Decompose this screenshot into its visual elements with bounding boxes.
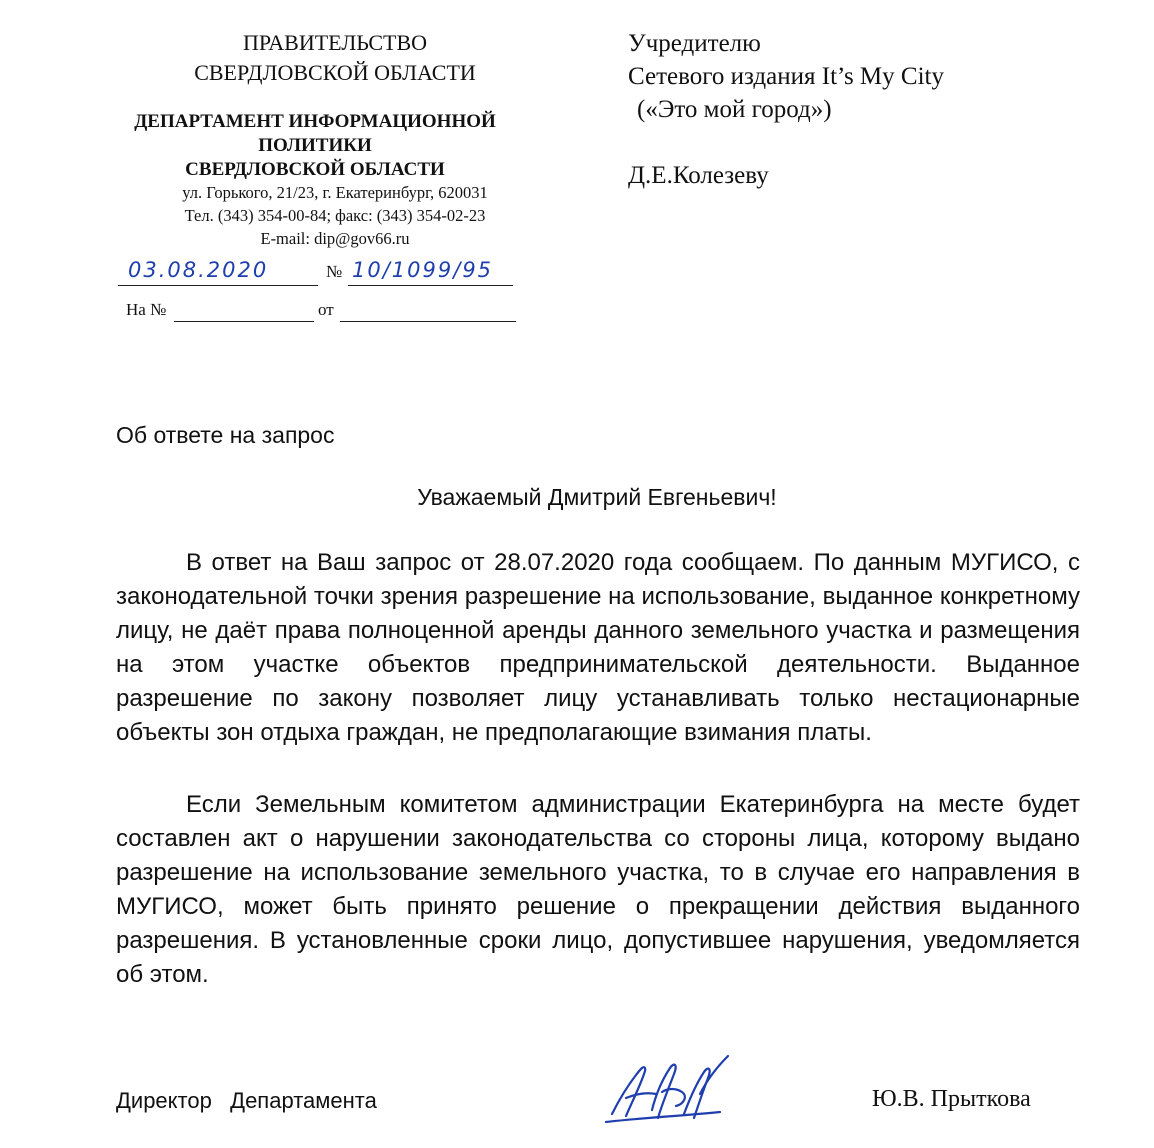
signatory-name: Ю.В. Прыткова: [872, 1086, 1031, 1112]
reference-date-label: от: [318, 300, 334, 319]
department-name-line2: ПОЛИТИКИ: [258, 135, 372, 156]
government-name-line1: ПРАВИТЕЛЬСТВО: [242, 30, 428, 55]
date-underline: [118, 285, 318, 286]
addressee-line1: Учредителю: [628, 30, 761, 57]
body-paragraph-2: Если Земельным комитетом администрации Екатеринбурга на месте будет составлен акт о нарушении законодательства со стороны лица, которому выдано разрешение на использование земельного участка, то в случае его направления в МУГИСО, может быть принято решение о прекращении действия выданного разрешения. В установленные сроки лицо, допустившее нарушения, уведомляется об этом.: [116, 791, 1080, 988]
addressee-line3: («Это мой город»): [637, 96, 832, 123]
addressee-line2: Сетевого издания It’s My City: [628, 63, 944, 90]
body-paragraph-1: В ответ на Ваш запрос от 28.07.2020 года сообщаем. По данным МУГИСО, с законодательной точки зрения разрешение на использование, выданное конкретному лицу, не даёт права полноценной аренды данного земельного участка и размещения на этом участке объектов предпринимательской деятельности. Выданное разрешение по закону позволяет лицу устанавливать только нестационарные объекты зон отдыха граждан, не предполагающие взимания платы.: [116, 549, 1080, 746]
department-name-line3: СВЕРДЛОВСКОЙ ОБЛАСТИ: [185, 159, 445, 180]
number-underline: [348, 285, 513, 286]
number-sign: №: [326, 262, 343, 281]
addressee-name: Д.Е.Колезеву: [628, 162, 769, 189]
department-phone: Тел. (343) 354-00-84; факс: (343) 354-02-23: [184, 206, 486, 225]
department-email: E-mail: dip@gov66.ru: [260, 229, 410, 248]
handwritten-registration-number: 10/1099/95: [352, 258, 494, 282]
handwritten-signature-icon: [600, 1048, 740, 1128]
signatory-title: Директор Департамента: [116, 1088, 377, 1113]
reference-date-blank: [340, 321, 516, 322]
department-address: ул. Горького, 21/23, г. Екатеринбург, 620031: [182, 183, 488, 202]
reference-number-blank: [174, 321, 314, 322]
reference-number-label: На №: [126, 300, 167, 319]
salutation: Уважаемый Дмитрий Евгеньевич!: [417, 484, 777, 510]
handwritten-date: 03.08.2020: [128, 258, 269, 282]
government-name-line2: СВЕРДЛОВСКОЙ ОБЛАСТИ: [194, 60, 476, 85]
department-name-line1: ДЕПАРТАМЕНТ ИНФОРМАЦИОННОЙ: [134, 111, 496, 132]
letter-subject: Об ответе на запрос: [116, 422, 335, 448]
